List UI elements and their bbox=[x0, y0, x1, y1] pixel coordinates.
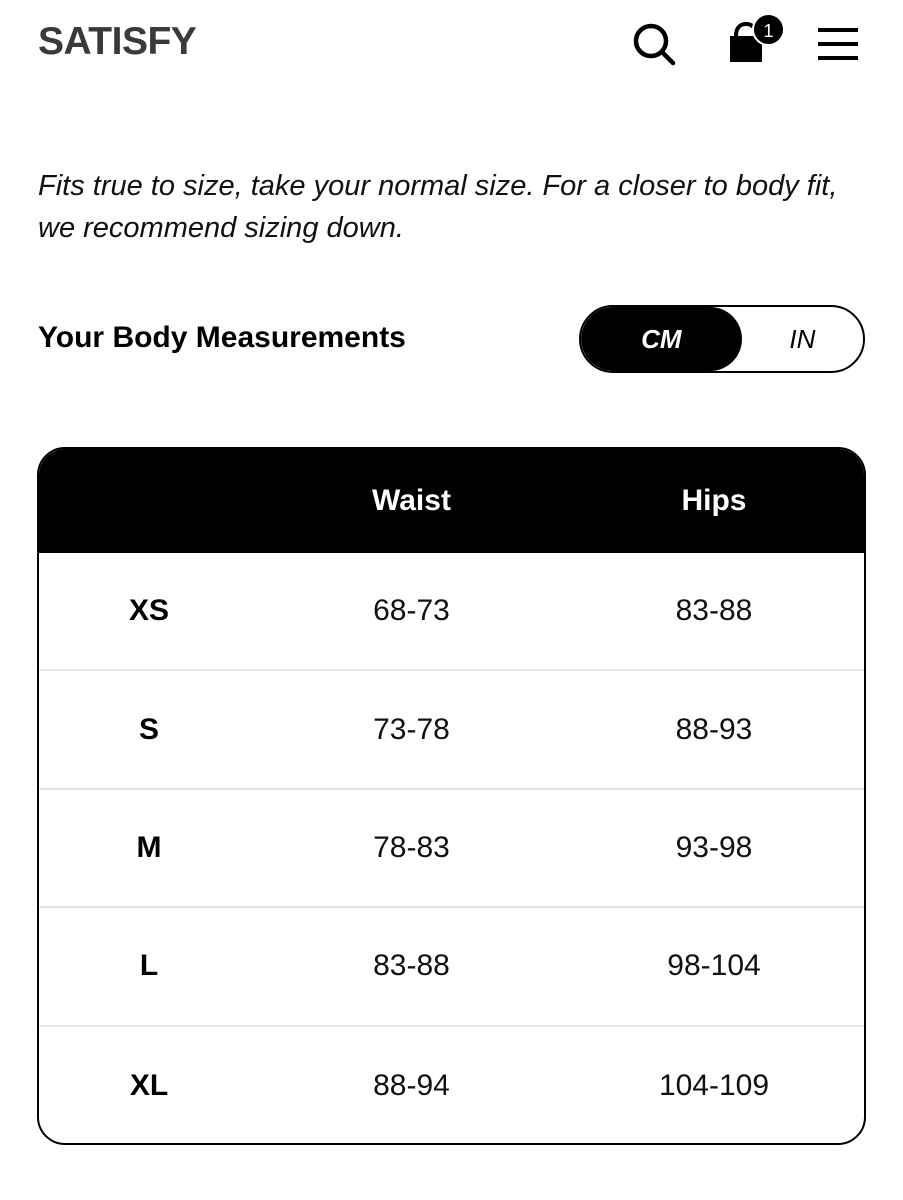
waist-value: 68-73 bbox=[373, 594, 450, 628]
menu-button[interactable] bbox=[814, 22, 862, 66]
waist-value: 88-94 bbox=[373, 1068, 450, 1102]
unit-toggle bbox=[579, 305, 865, 373]
table-row bbox=[39, 908, 864, 1026]
table-row bbox=[39, 790, 864, 908]
search-button[interactable] bbox=[630, 20, 678, 68]
size-label: M bbox=[136, 830, 162, 864]
header-hips: Hips bbox=[681, 484, 747, 517]
table-row bbox=[39, 553, 864, 671]
size-label: XS bbox=[128, 594, 170, 628]
search-icon bbox=[630, 20, 678, 68]
table-row bbox=[39, 671, 864, 789]
size-chart-table bbox=[37, 447, 866, 1145]
brand-logo[interactable]: SATISFY bbox=[38, 20, 197, 63]
hips-value: 104-109 bbox=[658, 1068, 770, 1102]
hips-value: 98-104 bbox=[667, 949, 761, 983]
cart-count-badge: 1 bbox=[752, 13, 785, 46]
waist-value: 73-78 bbox=[373, 712, 450, 746]
size-label: L bbox=[139, 949, 159, 983]
measurements-heading: Your Body Measurements bbox=[38, 321, 406, 354]
waist-value: 78-83 bbox=[373, 830, 450, 864]
hips-value: 93-98 bbox=[675, 830, 753, 864]
hips-value: 83-88 bbox=[675, 594, 753, 628]
size-label: S bbox=[138, 712, 159, 746]
hamburger-menu-icon bbox=[814, 22, 862, 66]
hips-value: 88-93 bbox=[675, 712, 753, 746]
site-header bbox=[0, 0, 903, 90]
table-row bbox=[39, 1027, 864, 1145]
unit-option-in[interactable]: IN bbox=[789, 323, 816, 354]
unit-option-cm[interactable]: CM bbox=[581, 307, 742, 371]
fit-description: Fits true to size, take your normal size. For a closer to body fit, we recommend sizing down. bbox=[38, 170, 838, 244]
table-header-row bbox=[39, 449, 864, 553]
waist-value: 83-88 bbox=[373, 949, 450, 983]
header-waist: Waist bbox=[372, 484, 451, 517]
size-label: XL bbox=[129, 1068, 169, 1102]
